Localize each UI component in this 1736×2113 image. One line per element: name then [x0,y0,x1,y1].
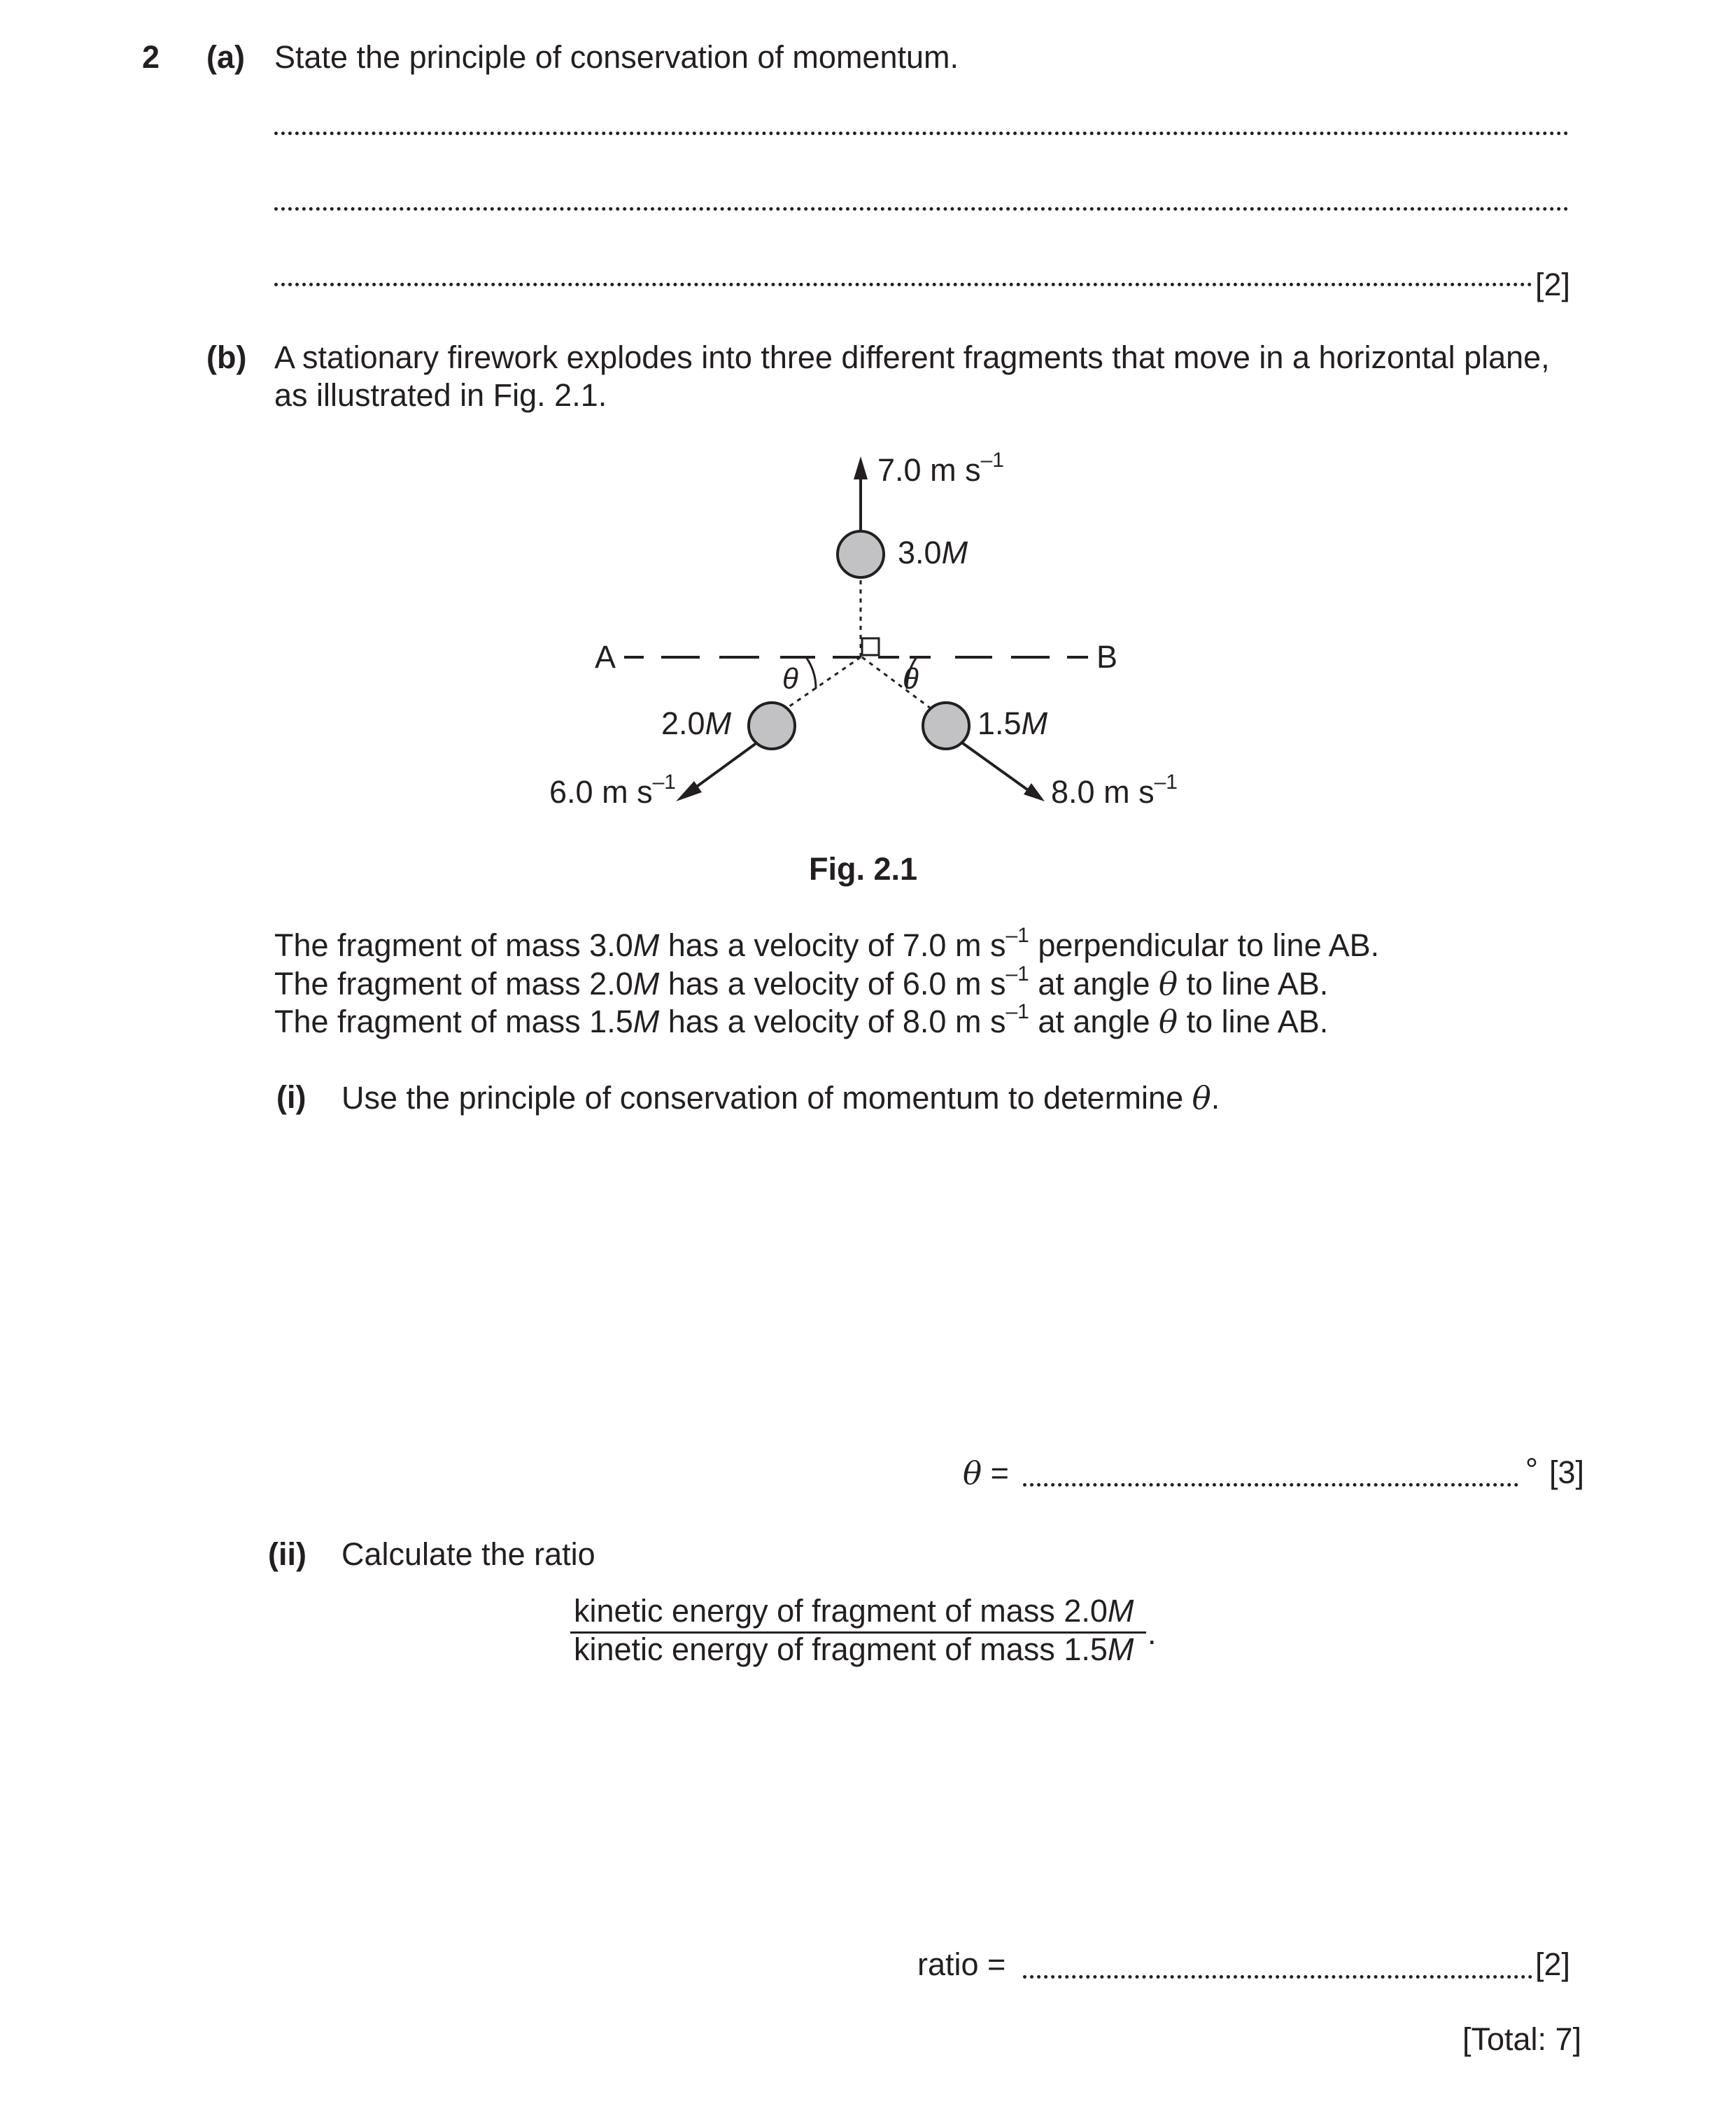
statement-1-mass: M [633,927,660,963]
part-b-label: (b) [206,339,247,375]
figure-caption: Fig. 2.1 [809,851,918,887]
velocity-arrow-left [693,743,757,789]
statement-2-b: has a velocity of 6.0 m s [659,966,1006,1002]
ratio-answer-line[interactable] [1023,1975,1532,1979]
part-i-marks: [3] [1549,1454,1585,1490]
theta-left: θ [782,662,798,695]
speed-label-8: 8.0 m $s^{-1}$ [1051,771,1178,810]
fragment-1-5M [923,703,969,749]
total-marks: [Total: 7] [1462,2021,1582,2057]
statement-2-a: The fragment of mass 2.0 [274,966,633,1002]
part-i-label: (i) [276,1079,306,1115]
part-i-prompt-end: . [1211,1080,1220,1116]
point-a-label: A [595,639,616,675]
statement-1-b: has a velocity of 7.0 m s [659,927,1006,963]
degree-symbol: ° [1525,1452,1538,1487]
theta-answer-symbol: θ [963,1454,982,1491]
speed-label-7: 7.0 m $s^{-1}$ [877,449,1004,488]
statement-3-d: to line AB. [1178,1004,1329,1039]
statement-2-c: at angle [1029,966,1159,1002]
statement-2-theta: θ [1159,965,1178,1002]
fragment-3-0M [838,531,884,577]
ratio-denominator [574,1631,1134,1668]
mass-label-2-0M: 2.0M [661,705,732,741]
statement-1-a: The fragment of mass 3.0 [274,927,633,963]
statement-3-a: The fragment of mass 1.5 [274,1004,633,1039]
part-a-prompt: State the principle of conservation of momentum. [274,39,959,75]
speed-label-6: 6.0 m $s^{-1}$ [549,771,676,810]
ratio-denominator-mass: M [1107,1631,1134,1667]
part-b-intro-line2: as illustrated in Fig. 2.1. [274,377,607,413]
statement-2-mass: M [633,966,660,1002]
question-number: 2 [142,39,160,75]
velocity-arrow-right [963,743,1027,789]
arrowhead-up [854,456,868,479]
ratio-numerator-text: kinetic energy of fragment of mass 2.0 [574,1593,1108,1629]
point-b-label: B [1096,639,1118,675]
part-ii-prompt: Calculate the ratio [341,1536,595,1572]
statement-1-exp: –1 [1005,924,1029,947]
part-a-label: (a) [206,39,245,75]
part-i-theta: θ [1192,1079,1211,1116]
theta-right: θ [903,662,919,695]
part-i-prompt [341,1079,1220,1116]
arrowhead-right [1024,783,1045,801]
angle-arc-left [806,657,816,689]
theta-answer-equals: = [990,1455,1009,1491]
part-a-marks: [2] [1535,267,1571,302]
statement-3-theta: θ [1159,1003,1178,1040]
ratio-answer-label: ratio = [917,1946,1006,1982]
statement-3 [274,1000,1329,1040]
mass-label-3-0M: 3.0M [898,535,968,570]
theta-answer-label [963,1454,1009,1491]
statement-2-exp: –1 [1005,962,1029,985]
ratio-period: . [1148,1615,1157,1651]
firework-diagram [0,0,1736,910]
statement-2 [274,962,1329,1002]
statement-3-mass: M [633,1004,660,1039]
ratio-numerator-mass: M [1107,1593,1134,1629]
theta-answer-line[interactable] [1023,1483,1518,1487]
part-ii-marks: [2] [1535,1946,1571,1982]
part-ii-label: (ii) [268,1536,306,1572]
part-i-prompt-text: Use the principle of conservation of momentum to determine [341,1080,1192,1116]
statement-1 [274,924,1380,964]
statement-3-exp: –1 [1005,1000,1029,1023]
statement-3-b: has a velocity of 8.0 m s [659,1004,1006,1039]
ratio-numerator [574,1593,1134,1629]
statement-2-d: to line AB. [1178,966,1329,1002]
statement-1-c: perpendicular to line AB. [1029,927,1380,963]
mass-label-1-5M: 1.5M [978,705,1048,741]
right-angle-marker [862,638,879,655]
statement-3-c: at angle [1029,1004,1159,1039]
ratio-denominator-text: kinetic energy of fragment of mass 1.5 [574,1631,1108,1667]
part-b-intro-line1: A stationary firework explodes into three different fragments that move in a horizontal plane, [274,339,1550,375]
